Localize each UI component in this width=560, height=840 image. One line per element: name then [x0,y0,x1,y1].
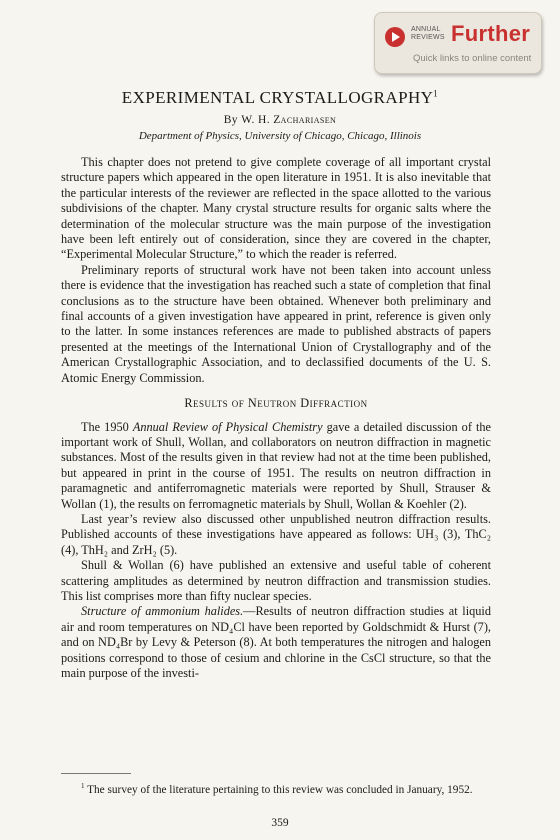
article-title [0,88,560,108]
footnote-divider [61,773,131,774]
author-line [0,114,560,126]
further-badge[interactable] [374,12,542,74]
badge-further-label[interactable]: Further [451,21,531,46]
intro-paragraph-1: This chapter does not pretend to give complete coverage of all important crystal structure papers which appeared in the open literature in 1951. It is also inevitable that the particular interests of the reviewer are reflected in the space allotted to the various subdivisions of the chapter. Many crystal structure results for organic salts where the determination of the molecular structure was the main purpose of the investigation have been left entirely out of consideration, since they are covered in the chapter, “Experimental Molecular Structure,” to which the reader is referred. [61,155,491,262]
author-name: W. H. Zachariasen [241,114,337,126]
badge-publisher-line2: REVIEWS [411,34,445,41]
intro-paragraph-2: Preliminary reports of structural work have not been taken into account unless there is evidence that the investigation has reached such a state of completion that final conclusions as to the structure have been obtained. Whenever both preliminary and final accounts of a given investigation have appeared in print, reference is given only to the latter. In some instances references are made to published abstracts of papers presented at the meetings of the International Union of Crystallography and of the American Crystallographic Association, and to declassified documents of the U. S. Atomic Energy Commission. [61,262,491,385]
article-body [61,155,491,681]
subsection-title: Structure of ammonium halides. [81,604,244,619]
section-heading: Results of Neutron Diffraction [184,396,368,411]
neutron-paragraph-1 [61,420,491,512]
footnote-text: The survey of the literature pertaining to this review was concluded in January, 1952. [84,783,473,796]
author-affiliation: Department of Physics, University of Chicago, Chicago, Illinois [138,130,422,142]
neutron-p1-after: gave a detailed discussion of the important work of Shull, Wollan, and collaborators on neutron diffraction in magnetic substances. Most of the results given in that review had not at the time been published, but appeared in print in the course of 1951. The results on neutron diffraction in paramagnetic and antiferromagnetic materials were reported by Shull, Strauser & Wollan (1), the results on ferromagnetic materials by Shull, Wollan & Koehler (2). [61,419,491,511]
badge-publisher [411,26,445,42]
page-number: 359 [271,817,289,829]
neutron-p1-before: The 1950 [81,419,133,434]
author-by: By [223,114,238,126]
annual-reviews-logo-icon [385,27,405,47]
badge-subtitle[interactable]: Quick links to online content [413,53,532,64]
neutron-paragraph-4 [61,604,491,681]
footnote-mark: 1 [81,782,85,790]
neutron-paragraph-2: Last year’s review also discussed other unpublished neutron diffraction results. Published accounts of these investigations have appeared as follows: UH₃ (3), ThC₂ (4), ThH₂ and ZrH₂ (5). [61,511,491,557]
badge-publisher-line1: ANNUAL [411,26,441,33]
neutron-p4-after: —Results of neutron diffraction studies at liquid air and room temperatures on ND₄Cl have been reported by Goldschmidt & Hurst (7), and on ND₄Br by Levy & Peterson (8). At both temperatures the nitrogen and halogen positions correspond to those of cesium and chlorine in the CsCl structure, so that the main purpose of the investi- [61,604,491,680]
footnote [61,779,491,797]
title-footnote-mark[interactable]: 1 [433,88,439,99]
article-title-text: EXPERIMENTAL CRYSTALLOGRAPHY [121,88,434,107]
neutron-paragraph-3: Shull & Wollan (6) have published an extensive and useful table of coherent scattering amplitudes as determined by neutron diffraction and transmission studies. This list comprises more than fifty nuclear species. [61,558,491,603]
cited-journal-title: Annual Review of Physical Chemistry [132,419,323,434]
